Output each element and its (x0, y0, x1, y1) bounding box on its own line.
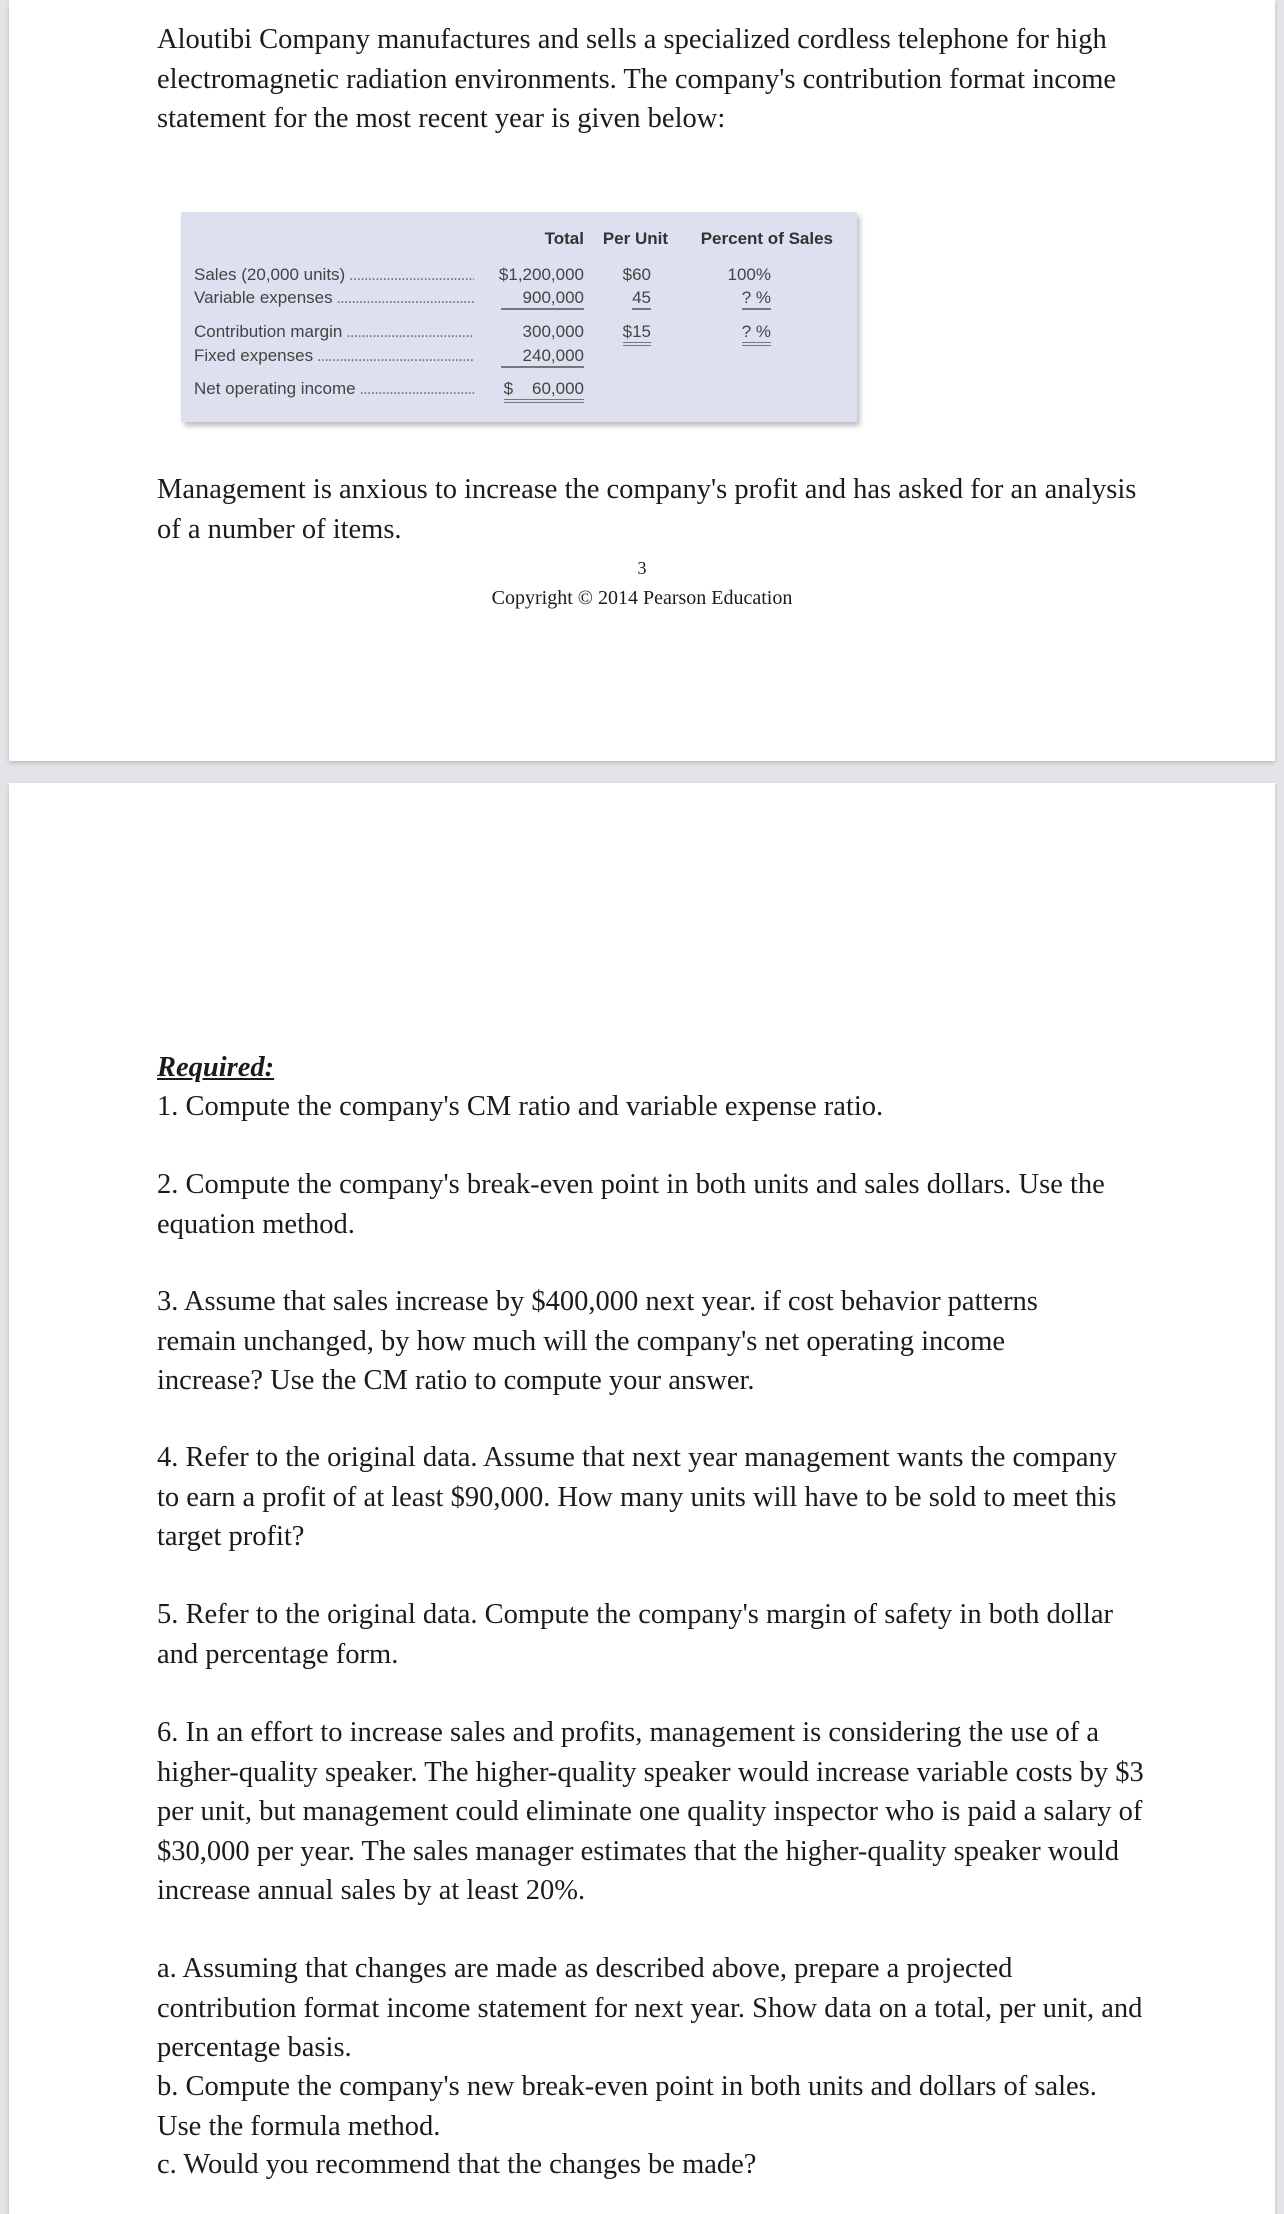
variable-percent: ? % (742, 288, 771, 310)
required-heading: Required: (157, 1052, 275, 1083)
sales-percent: 100% (727, 265, 771, 284)
header-total: Total (544, 229, 584, 248)
income-statement-table (181, 212, 857, 422)
row-label-fixed: Fixed expenses ..... (194, 346, 474, 366)
noi-total: $ 60,000 (504, 379, 584, 403)
question-3: 3. Assume that sales increase by $400,000 next year. if cost behavior patterns remain unchanged, by how much will the company's net operating income increase? Use the CM ratio to compute your answer. (157, 1286, 1038, 1396)
fixed-total: 240,000 (501, 346, 584, 368)
row-label-sales: Sales (20,000 units) ..... (194, 265, 474, 285)
sales-total: $1,200,000 (498, 265, 584, 284)
variable-per-unit: 45 (632, 288, 651, 310)
cm-total: 300,000 (522, 322, 584, 341)
management-paragraph: Management is anxious to increase the company's profit and has asked for an analysis of a number of items. (157, 474, 1137, 545)
header-per-unit: Per Unit (602, 229, 668, 248)
row-label-cm: Contribution margin ..... (194, 322, 474, 342)
row-label-noi: Net operating income ..... (194, 379, 474, 399)
question-4: 4. Refer to the original data. Assume that next year management wants the company to earn a profit of at least $90,000. How many units will have to be sold to meet this target profit? (157, 1442, 1117, 1552)
cm-percent: ? % (742, 322, 771, 346)
question-5: 5. Refer to the original data. Compute the company's margin of safety in both dollar and percentage form. (157, 1599, 1113, 1670)
page-number: 3 (637, 558, 647, 578)
sales-per-unit: $60 (622, 265, 651, 284)
variable-total: 900,000 (501, 288, 584, 310)
required-section (157, 1048, 1157, 1088)
question-6: 6. In an effort to increase sales and profits, management is considering the use of a higher-quality speaker. The higher-quality speaker would increase variable costs by $3 per unit, but management could eliminate one quality inspector who is paid a salary of $30,000 per year. The sales manager estimates that the higher-quality speaker would increase annual sales by at least 20%. (157, 1717, 1144, 1906)
question-6c: c. Would you recommend that the changes be made? (157, 2149, 757, 2180)
header-percent: Percent of Sales (700, 229, 833, 248)
question-2: 2. Compute the company's break-even point in both units and sales dollars. Use the equation method. (157, 1169, 1105, 1240)
intro-paragraph: Aloutibi Company manufactures and sells a specialized cordless telephone for high electromagnetic radiation environments. The company's contribution format income statement for the most recent year is given below: (157, 24, 1117, 134)
question-1: 1. Compute the company's CM ratio and variable expense ratio. (157, 1091, 884, 1122)
question-6a: a. Assuming that changes are made as described above, prepare a projected contribution format income statement for next year. Show data on a total, per unit, and percentage basis. (157, 1953, 1143, 2063)
cm-per-unit: $15 (623, 322, 651, 346)
copyright: Copyright © 2014 Pearson Education (491, 587, 793, 609)
row-label-variable: Variable expenses ..... (194, 288, 474, 308)
question-6b: b. Compute the company's new break-even point in both units and dollars of sales. Use the formula method. (157, 2071, 1097, 2142)
